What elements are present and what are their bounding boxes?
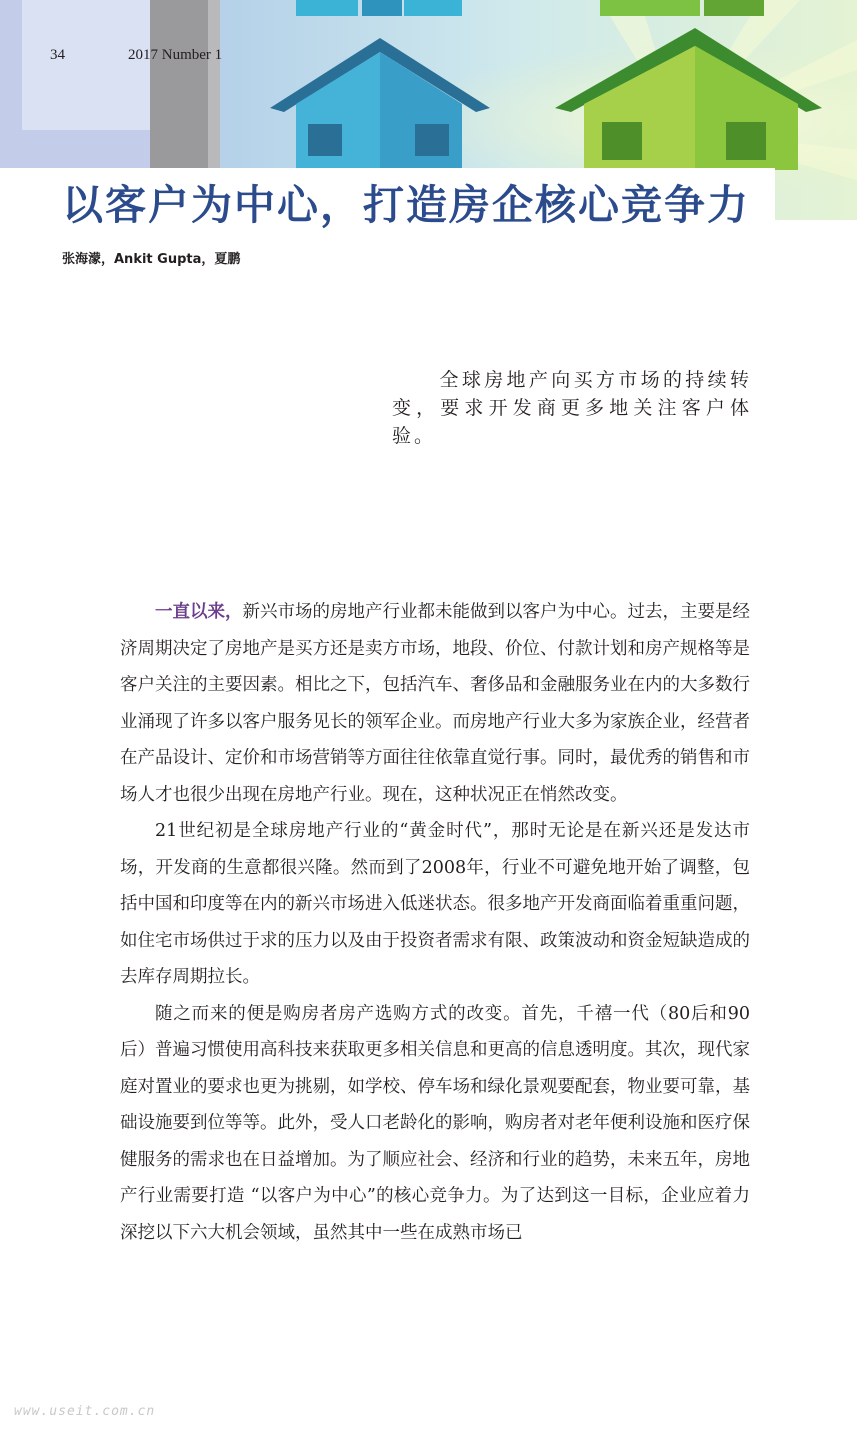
paragraph-lead: 一直以来， xyxy=(155,602,243,622)
page-number: 34 xyxy=(50,47,65,63)
paragraph-text: 新兴市场的房地产行业都未能做到以客户为中心。过去，主要是经济周期决定了房地产是买方还是卖方市场，地段、价位、付款计划和房产规格等是客户关注的主要因素。相比之下，包括汽车、奢侈品和金融服务业在内的大多数行业涌现了许多以客户服务见长的领军企业。而房地产行业大多为家族企业，经营者在产品设计、定价和市场营销等方面往往依靠直觉行事。同时，最优秀的销售和市场人才也很少出现在房地产行业。现在，这种状况正在悄然改变。 xyxy=(120,602,750,805)
article-abstract: 全球房地产向买方市场的持续转变，要求开发商更多地关注客户体验。 xyxy=(392,369,752,447)
issue-label: 2017 Number 1 xyxy=(128,47,223,63)
paragraph xyxy=(120,813,750,996)
paragraph-text: 随之而来的便是购房者房产选购方式的改变。首先，千禧一代（80后和90后）普遍习惯使用高科技来获取更多相关信息和更高的信息透明度。其次，现代家庭对置业的要求也更为挑剔，如学校、停车场和绿化景观要配套，物业要可靠，基础设施要到位等等。此外，受人口老龄化的影响，购房者对老年便利设施和医疗保健服务的需求也在日益增加。为了顺应社会、经济和行业的趋势，未来五年，房地产行业需要打造 “以客户为中心”的核心竞争力。为了达到这一目标，企业应着力深挖以下六大机会领域，虽然其中一些在成熟市场已 xyxy=(120,1003,750,1243)
paragraph xyxy=(120,594,750,813)
watermark: www.useit.com.cn xyxy=(14,1404,156,1419)
article-body xyxy=(120,594,750,1251)
article-authors: 张海濛，Ankit Gupta，夏鹏 xyxy=(62,252,241,267)
paragraph-text: 21世纪初是全球房地产行业的“黄金时代”，那时无论是在新兴还是发达市场，开发商的生意都很兴隆。然而到了2008年，行业不可避免地开始了调整，包括中国和印度等在内的新兴市场进入低迷状态。很多地产开发商面临着重重问题，如住宅市场供过于求的压力以及由于投资者需求有限、政策波动和资金短缺造成的去库存周期拉长。 xyxy=(120,821,750,987)
paragraph xyxy=(120,996,750,1252)
article-title: 以客户为中心，打造房企核心竞争力 xyxy=(62,181,750,229)
